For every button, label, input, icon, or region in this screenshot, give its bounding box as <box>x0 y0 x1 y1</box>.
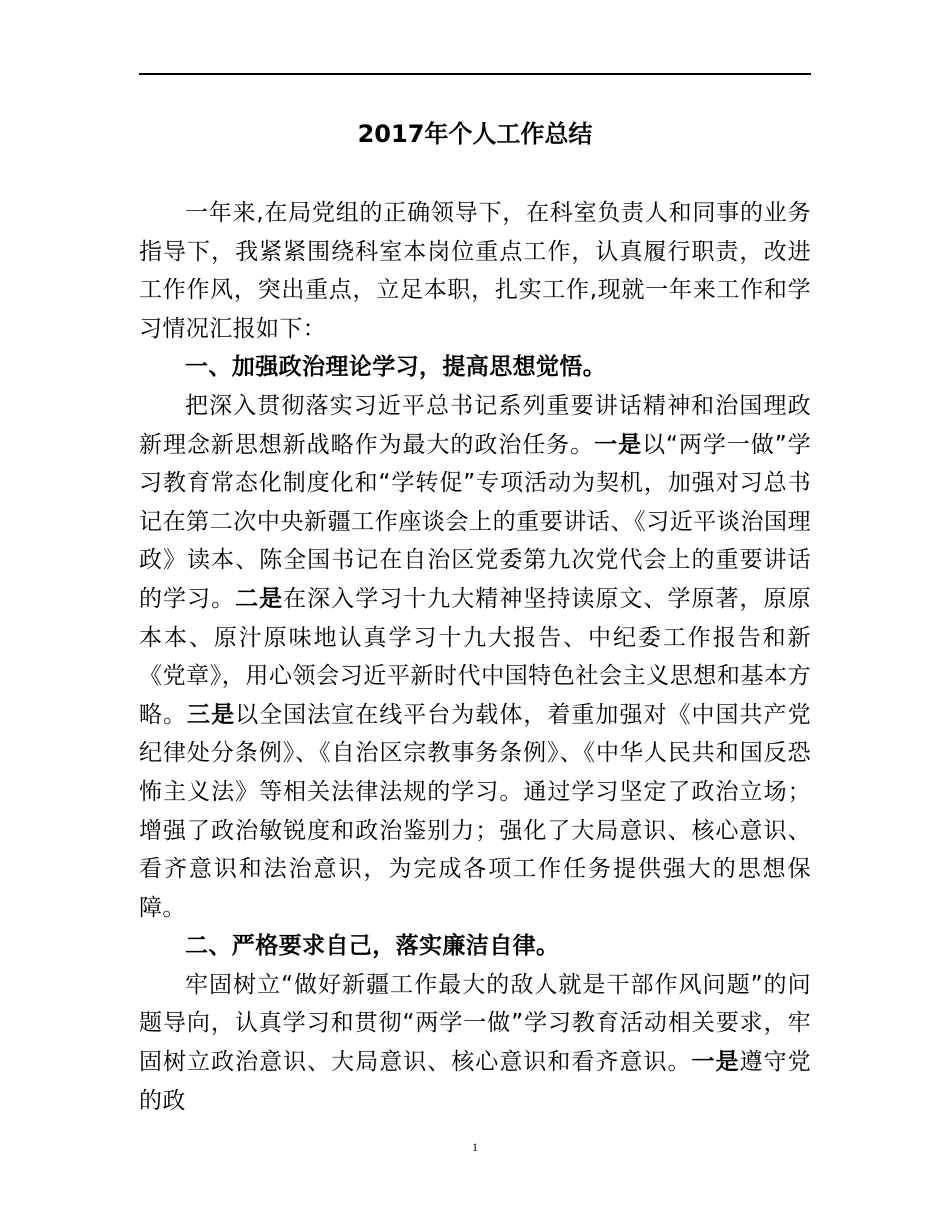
section-1-text-b: 以“两学一做”学习教育常态化制度化和“学转促”专项活动为契机，加强对习总书记在第二次中央新疆工作座谈会上的重要讲话、《习近平谈治国理政》读本、陈全国书记在自治区党委第九次党代会上的重要讲话的学习。 <box>139 431 811 612</box>
section-1-marker-1: 一是 <box>594 431 643 458</box>
intro-paragraph: 一年来,在局党组的正确领导下，在科室负责人和同事的业务指导下，我紧紧围绕科室本岗位重点工作，认真履行职责，改进工作作风，突出重点，立足本职，扎实工作,现就一年来工作和学习情况汇报如下： <box>139 200 811 342</box>
header-rule <box>139 73 811 75</box>
section-1-marker-2: 二是 <box>235 585 284 612</box>
page-number: 1 <box>472 1140 478 1154</box>
section-1-paragraph <box>139 387 811 927</box>
section-2-text-b: 遵守党的政 <box>139 1049 811 1114</box>
section-2-paragraph <box>139 966 811 1120</box>
section-2-marker-1: 一是 <box>691 1049 740 1076</box>
section-1-marker-3: 三是 <box>187 701 236 728</box>
section-2-text-a: 牢固树立“做好新疆工作最大的敌人就是干部作风问题”的问题导向，认真学习和贯彻“两学一做”学习教育活动相关要求，牢固树立政治意识、大局意识、核心意识和看齐意识。 <box>139 971 811 1076</box>
document-title: 2017年个人工作总结 <box>357 120 593 148</box>
section-1-text-a: 把深入贯彻落实习近平总书记系列重要讲话精神和治国理政新理念新思想新战略作为最大的政治任务。 <box>139 392 811 458</box>
section-1-text-d: 以全国法宣在线平台为载体，着重加强对《中国共产党纪律处分条例》、《自治区宗教事务条例》、《中华人民共和国反恐怖主义法》等相关法律法规的学习。通过学习坚定了政治立场；增强了政治敏锐度和政治鉴别力；强化了大局意识、核心意识、看齐意识和法治意识，为完成各项工作任务提供强大的思想保障。 <box>139 701 811 921</box>
section-2-heading: 二、严格要求自己，落实廉洁自律。 <box>185 933 560 960</box>
document-body <box>139 194 811 1120</box>
section-1-heading: 一、加强政治理论学习，提高思想觉悟。 <box>185 354 607 381</box>
section-1-text-c: 在深入学习十九大精神坚持读原文、学原著，原原本本、原汁原味地认真学习十九大报告、中纪委工作报告和新《党章》，用心领会习近平新时代中国特色社会主义思想和基本方略。 <box>139 585 811 728</box>
